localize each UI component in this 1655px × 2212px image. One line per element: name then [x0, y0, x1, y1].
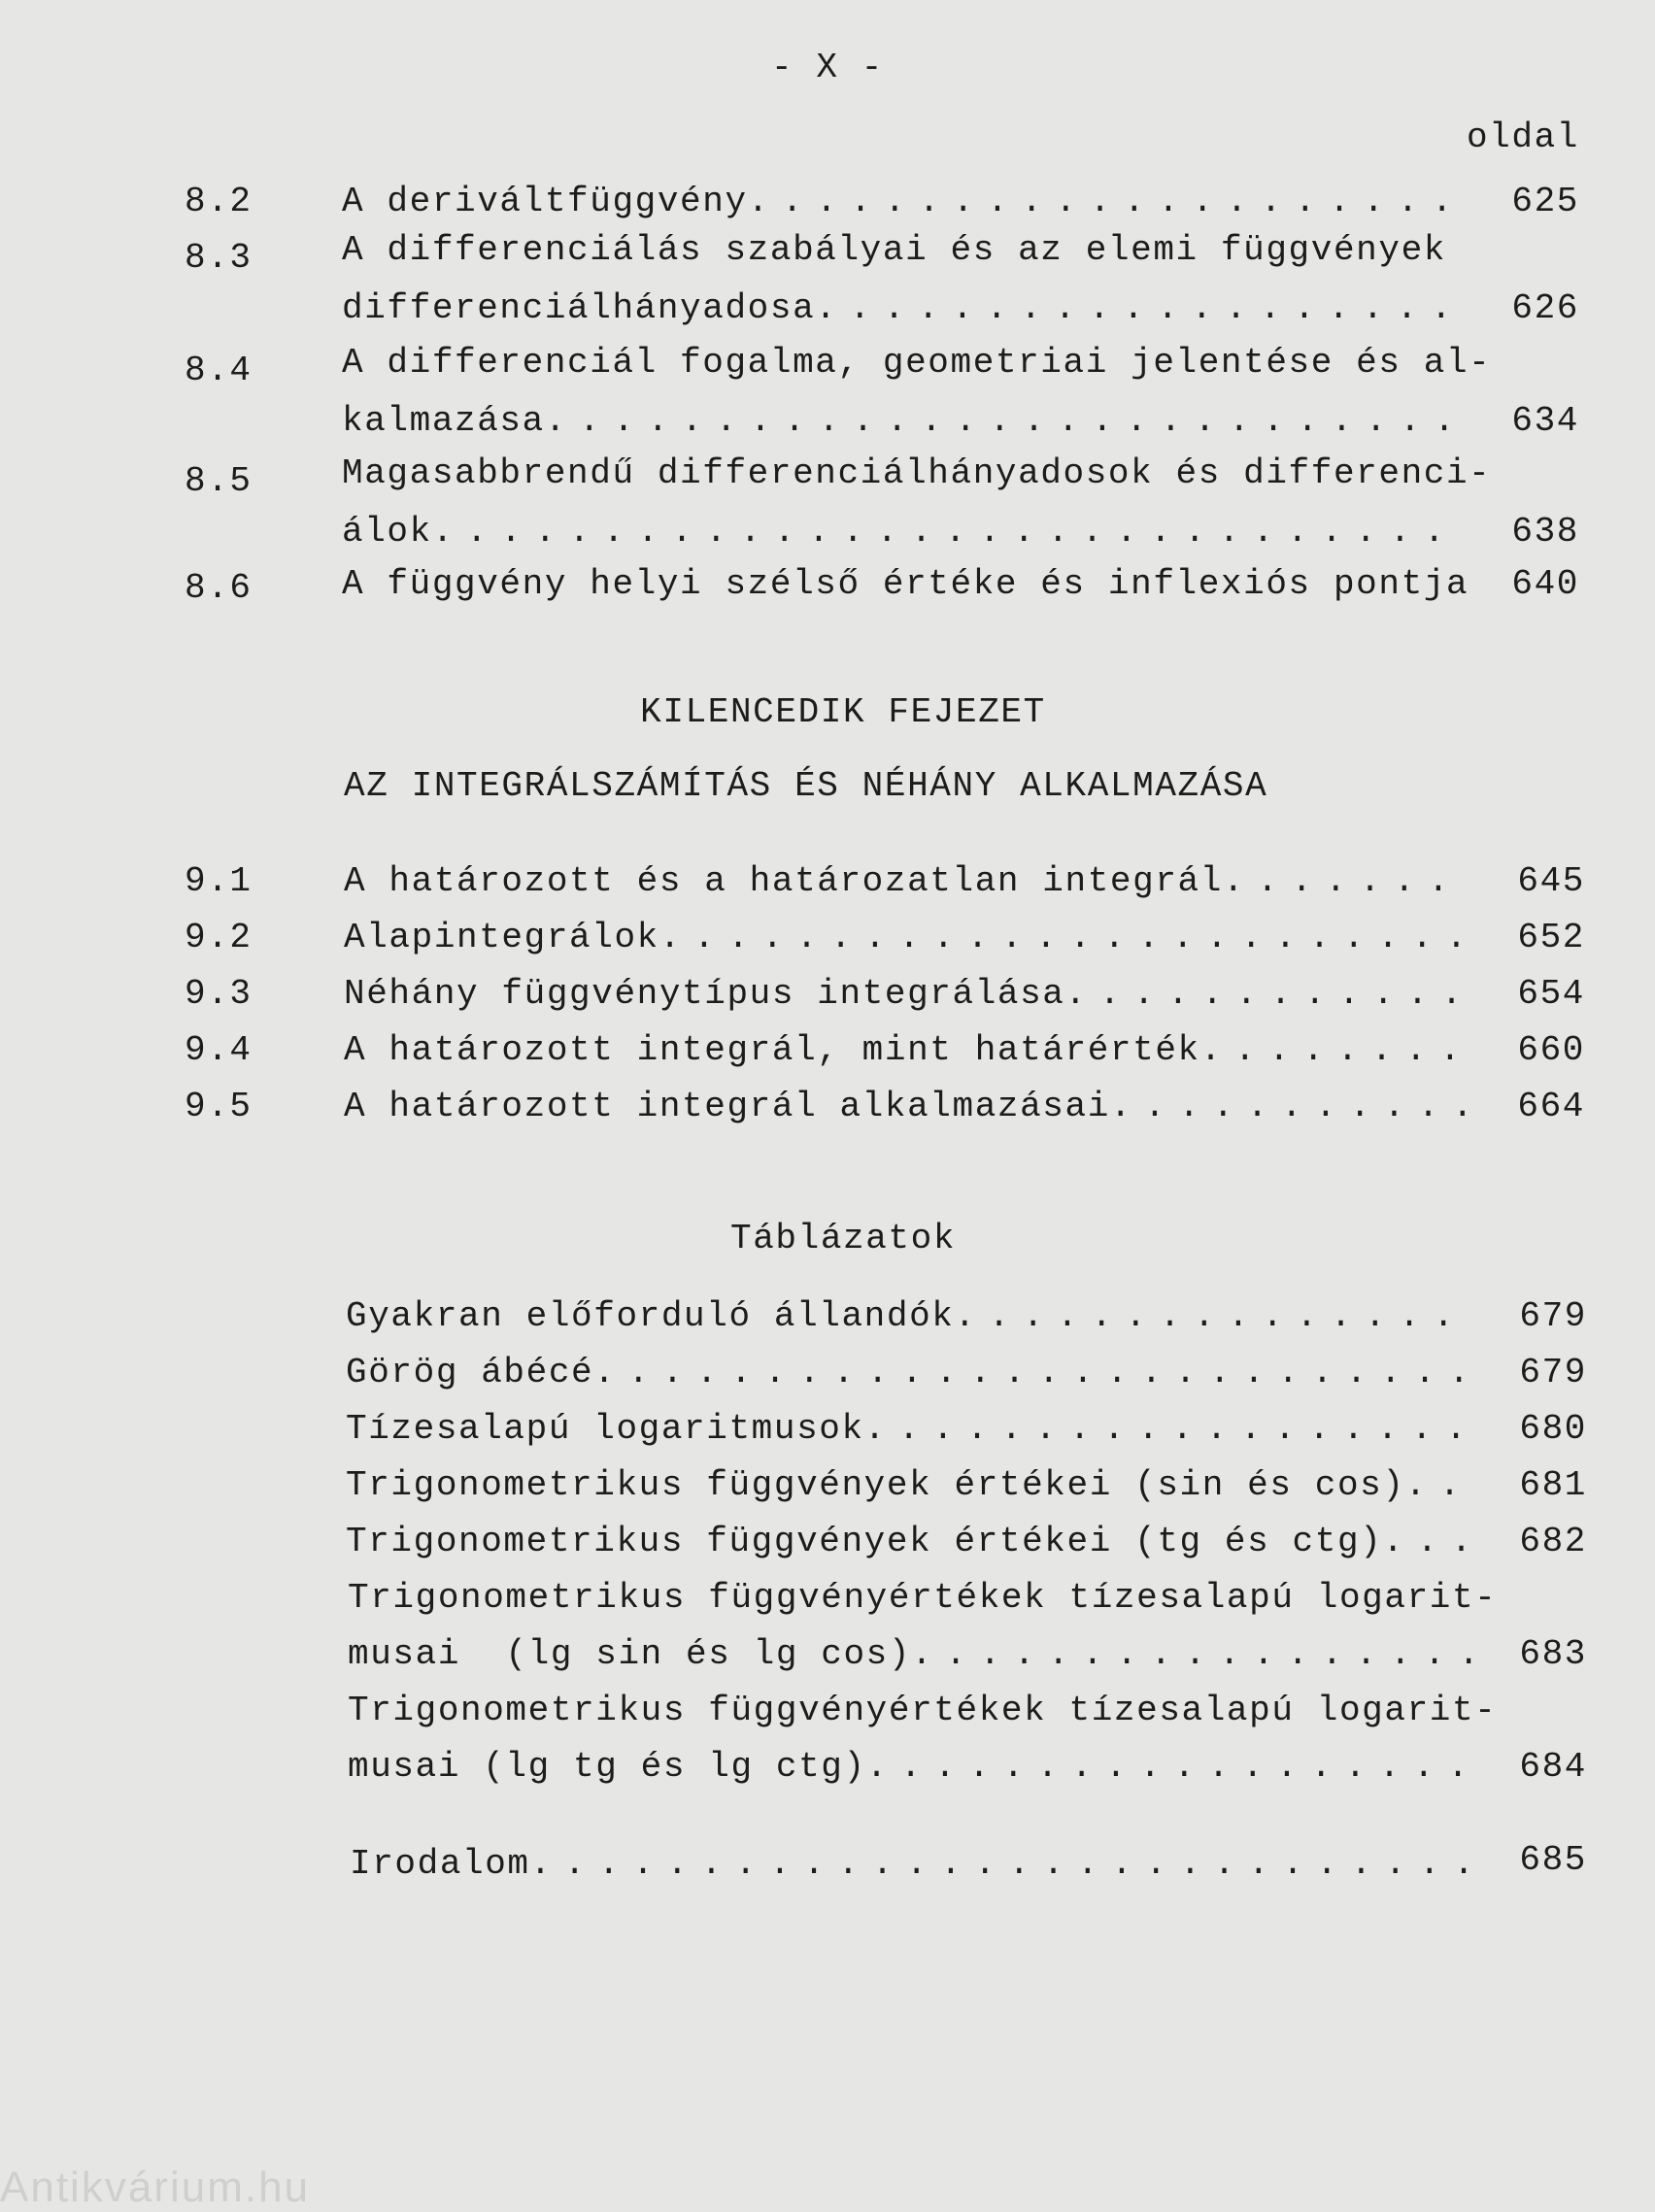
- toc-title: Trigonometrikus függvényértékek tízesalapú logarit-: [348, 1578, 1498, 1618]
- leader-dots: [1223, 860, 1470, 903]
- chapter-subheading: AZ INTEGRÁLSZÁMÍTÁS ÉS NÉHÁNY ALKALMAZÁSA: [344, 766, 1268, 806]
- page-marker: - X -: [770, 48, 885, 87]
- leader-dots: [593, 1352, 1472, 1394]
- toc-number: 9.2: [185, 918, 253, 957]
- toc-number: 8.4: [185, 351, 253, 390]
- toc-entry: [350, 1843, 1472, 1886]
- toc-page: 683: [1519, 1634, 1587, 1674]
- toc-entry: [344, 1029, 1470, 1072]
- toc-title: Trigonometrikus függvényértékek tízesalapú logarit-: [348, 1691, 1498, 1730]
- toc-number: 9.4: [185, 1030, 253, 1070]
- toc-entry: [344, 860, 1470, 903]
- toc-page: 680: [1519, 1409, 1587, 1449]
- toc-title: Görög ábécé: [346, 1353, 594, 1392]
- leader-dots: [1110, 1086, 1470, 1128]
- toc-entry: [342, 181, 1459, 223]
- leader-dots: [1405, 1464, 1472, 1507]
- leader-dots: [1200, 1029, 1470, 1072]
- toc-title: A függvény helyi szélső értéke és inflexiós pontja: [342, 564, 1469, 604]
- toc-page: 645: [1517, 861, 1585, 901]
- leader-dots: [545, 400, 1459, 443]
- toc-page: 625: [1511, 182, 1579, 221]
- toc-title: Gyakran előforduló állandók: [346, 1296, 955, 1336]
- leader-dots: [432, 511, 1459, 553]
- leader-dots: [955, 1295, 1473, 1338]
- leader-dots: [530, 1843, 1472, 1886]
- toc-number: 8.2: [185, 182, 253, 221]
- toc-page: 685: [1519, 1840, 1587, 1880]
- tables-heading: Táblázatok: [730, 1219, 957, 1258]
- toc-page: 684: [1519, 1747, 1587, 1787]
- toc-title-cont: musai (lg sin és lg cos): [348, 1634, 912, 1674]
- toc-title: Magasabbrendű differenciálhányadosok és differenci-: [342, 453, 1492, 493]
- toc-entry: [342, 287, 1459, 330]
- toc-title: A határozott és a határozatlan integrál: [344, 861, 1223, 901]
- toc-title: Trigonometrikus függvények értékei (sin és cos): [346, 1465, 1405, 1505]
- leader-dots: [911, 1633, 1472, 1676]
- toc-entry: [346, 1464, 1472, 1507]
- toc-number: 9.1: [185, 861, 253, 901]
- toc-title: Irodalom: [350, 1844, 530, 1884]
- leader-dots: [1382, 1521, 1472, 1563]
- toc-page: 660: [1517, 1030, 1585, 1070]
- toc-title-cont: álok: [342, 512, 432, 552]
- page-column-label: oldal: [1466, 117, 1579, 157]
- toc-entry: [346, 1295, 1472, 1338]
- toc-title-cont: musai (lg tg és lg ctg): [348, 1747, 866, 1787]
- toc-number: 8.3: [185, 238, 253, 278]
- toc-title: A deriváltfüggvény: [342, 182, 748, 221]
- toc-entry: [346, 1352, 1472, 1394]
- chapter-heading: KILENCEDIK FEJEZET: [640, 692, 1046, 732]
- toc-title-cont: kalmazása: [342, 401, 545, 441]
- toc-number: 9.5: [185, 1087, 253, 1126]
- toc-number: 8.6: [185, 568, 253, 608]
- toc-entry: [346, 1408, 1472, 1451]
- watermark-text: Antikvárium.hu: [0, 2163, 311, 2211]
- toc-number: 9.3: [185, 974, 253, 1014]
- toc-title: Néhány függvénytípus integrálása: [344, 974, 1065, 1014]
- toc-page: 681: [1519, 1465, 1587, 1505]
- toc-page: 679: [1519, 1296, 1587, 1336]
- toc-entry: [342, 400, 1459, 443]
- leader-dots: [748, 181, 1459, 223]
- toc-title: A differenciál fogalma, geometriai jelentése és al-: [342, 343, 1492, 383]
- toc-page: 664: [1517, 1087, 1585, 1126]
- toc-page: 654: [1517, 974, 1585, 1014]
- toc-page: 679: [1519, 1353, 1587, 1392]
- leader-dots: [864, 1408, 1472, 1451]
- leader-dots: [866, 1746, 1472, 1789]
- toc-entry: [344, 917, 1470, 959]
- leader-dots: [1065, 973, 1470, 1016]
- toc-title-cont: differenciálhányadosa: [342, 288, 816, 328]
- toc-entry: [344, 973, 1470, 1016]
- toc-title: Alapintegrálok: [344, 918, 659, 957]
- toc-page: 652: [1517, 918, 1585, 957]
- toc-entry: [348, 1746, 1472, 1789]
- toc-title: A differenciálás szabályai és az elemi függvények: [342, 230, 1446, 270]
- toc-page: 626: [1511, 288, 1579, 328]
- toc-entry: [342, 511, 1459, 553]
- leader-dots: [815, 287, 1459, 330]
- toc-entry: [344, 1086, 1470, 1128]
- toc-title: Trigonometrikus függvények értékei (tg és ctg): [346, 1522, 1383, 1561]
- toc-title: A határozott integrál, mint határérték: [344, 1030, 1200, 1070]
- toc-page: 634: [1511, 401, 1579, 441]
- toc-number: 8.5: [185, 461, 253, 501]
- toc-entry: [346, 1521, 1472, 1563]
- toc-entry: [348, 1633, 1472, 1676]
- toc-title: Tízesalapú logaritmusok: [346, 1409, 864, 1449]
- toc-page: 638: [1511, 512, 1579, 552]
- toc-page: 682: [1519, 1522, 1587, 1561]
- toc-page: 640: [1511, 564, 1579, 604]
- leader-dots: [659, 917, 1470, 959]
- toc-title: A határozott integrál alkalmazásai: [344, 1087, 1110, 1126]
